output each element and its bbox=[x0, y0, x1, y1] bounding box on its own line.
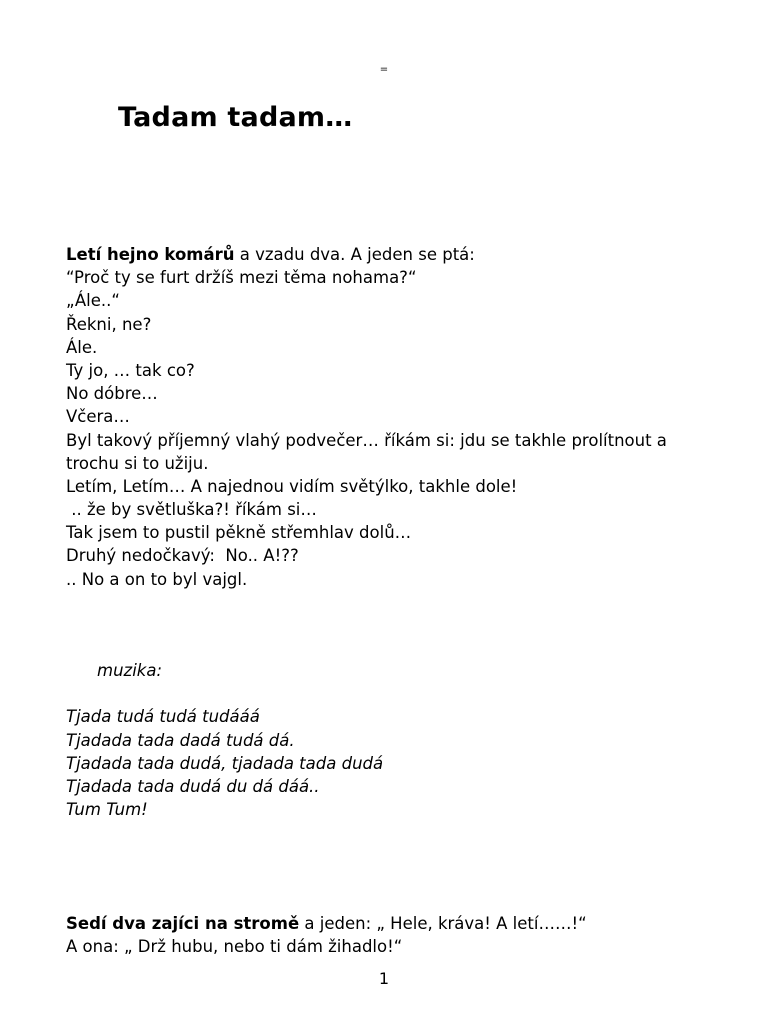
joke-line: Tak jsem to pustil pěkně střemhlav dolů… bbox=[66, 523, 412, 543]
music-line: Tum Tum! bbox=[66, 800, 148, 820]
joke-line: “Proč ty se furt držíš mezi těma nohama?“ bbox=[66, 268, 417, 288]
joke-mosquitoes-lead-rest: a vzadu dva. A jeden se ptá: bbox=[234, 245, 475, 264]
joke-mosquitoes bbox=[66, 243, 667, 591]
joke-mosquitoes-first-line bbox=[66, 243, 667, 266]
joke-hares-lead-rest: a jeden: „ Hele, kráva! A letí……!“ bbox=[299, 914, 587, 933]
joke-line: Včera… bbox=[66, 407, 130, 427]
page-number: 1 bbox=[378, 969, 390, 988]
music-line: Tjadada tada dudá, tjadada tada dudá bbox=[66, 753, 384, 773]
music-line: Tjadada tada dudá du dá dáá.. bbox=[66, 776, 320, 796]
joke-mosquitoes-lead: Letí hejno komárů bbox=[66, 245, 235, 264]
joke-line: Ále. bbox=[66, 337, 98, 357]
joke-line: .. No a on to byl vajgl. bbox=[66, 569, 248, 589]
music-line: Tjada tudá tudá tudááá bbox=[66, 707, 260, 727]
joke-hares-first-line bbox=[66, 912, 587, 935]
joke-line: Letím, Letím… A najednou vidím světýlko, takhle dole! bbox=[66, 476, 518, 496]
joke-line: A ona: „ Drž hubu, nebo ti dám žihadlo!“ bbox=[66, 937, 403, 957]
page-title: Tadam tadam… bbox=[118, 102, 353, 133]
joke-line: .. že by světluška?! říkám si… bbox=[66, 500, 317, 520]
joke-line: Druhý nedočkavý: No.. A!?? bbox=[66, 546, 299, 566]
joke-hares-lead: Sedí dva zajíci na stromě bbox=[66, 914, 300, 933]
music-label: muzika: bbox=[97, 661, 163, 680]
header-mark: = bbox=[379, 64, 389, 75]
joke-line: trochu si to užiju. bbox=[66, 453, 209, 473]
joke-line: „Ále..“ bbox=[66, 291, 120, 311]
joke-line: No dóbre… bbox=[66, 384, 158, 404]
joke-line: Řekni, ne? bbox=[66, 314, 152, 334]
music-section bbox=[66, 659, 383, 821]
music-line: Tjadada tada dadá tudá dá. bbox=[66, 730, 295, 750]
joke-line: Ty jo, … tak co? bbox=[66, 360, 195, 380]
joke-hares bbox=[66, 912, 587, 958]
joke-line: Byl takový příjemný vlahý podvečer… říkám si: jdu se takhle prolítnout a bbox=[66, 430, 667, 450]
